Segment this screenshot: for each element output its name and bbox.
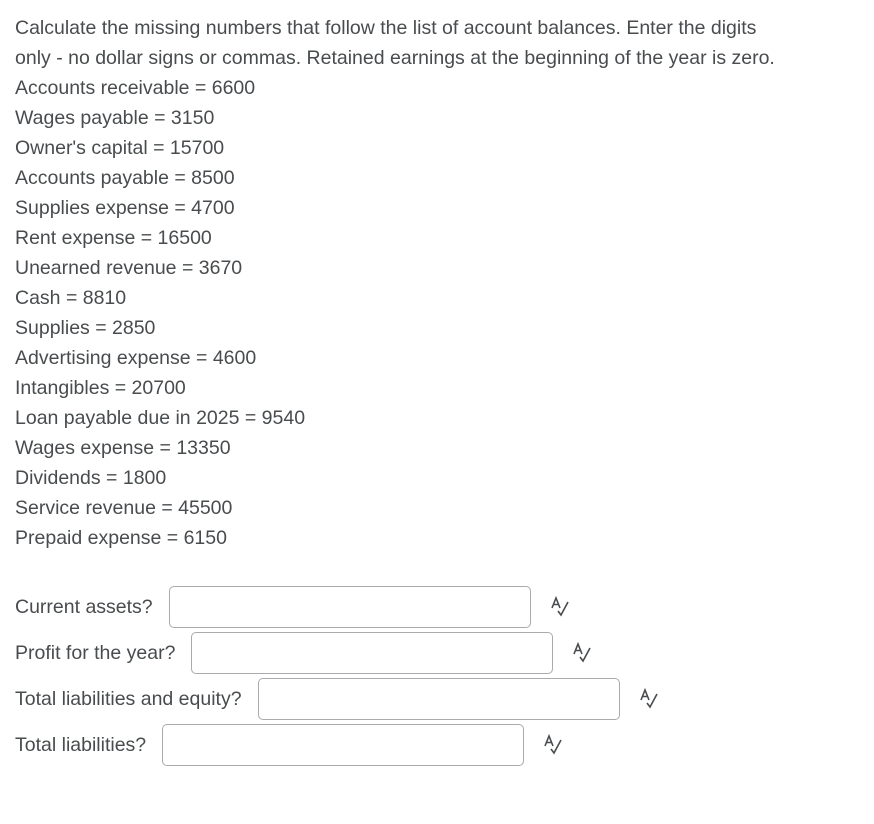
- balance-item: Prepaid expense = 6150: [15, 527, 227, 549]
- answer-input[interactable]: [191, 632, 553, 674]
- question-label: Total liabilities and equity?: [15, 687, 242, 710]
- balance-item: Accounts receivable = 6600: [15, 77, 256, 99]
- question-row: [15, 585, 571, 629]
- balance-item: Wages expense = 13350: [15, 437, 231, 459]
- balance-item: Wages payable = 3150: [15, 107, 215, 129]
- question-row: [15, 631, 593, 675]
- balance-list: [15, 73, 815, 553]
- balance-item: Intangibles = 20700: [15, 377, 186, 399]
- balance-item: Owner's capital = 15700: [15, 137, 225, 159]
- spellcheck-icon[interactable]: [549, 596, 571, 618]
- balance-item: Supplies = 2850: [15, 317, 156, 339]
- answer-input[interactable]: [162, 724, 524, 766]
- question-label: Total liabilities?: [15, 733, 147, 756]
- instructions: Calculate the missing numbers that follow the list of account balances. Enter the digits only - no dollar signs or commas. Retained earnings at the beginning of the year is zero.: [15, 17, 775, 69]
- balance-item: Supplies expense = 4700: [15, 197, 235, 219]
- answer-input[interactable]: [169, 586, 531, 628]
- question-body: [15, 13, 815, 553]
- question-label: Current assets?: [15, 595, 153, 618]
- balance-item: Cash = 8810: [15, 287, 127, 309]
- spellcheck-icon[interactable]: [571, 642, 593, 664]
- balance-item: Advertising expense = 4600: [15, 347, 257, 369]
- question-row: [15, 677, 660, 721]
- question-row: [15, 723, 564, 767]
- spellcheck-icon[interactable]: [638, 688, 660, 710]
- balance-item: Accounts payable = 8500: [15, 167, 235, 189]
- balance-item: Unearned revenue = 3670: [15, 257, 243, 279]
- spellcheck-icon[interactable]: [542, 734, 564, 756]
- question-label: Profit for the year?: [15, 641, 176, 664]
- balance-item: Dividends = 1800: [15, 467, 167, 489]
- balance-item: Rent expense = 16500: [15, 227, 212, 249]
- balance-item: Loan payable due in 2025 = 9540: [15, 407, 306, 429]
- balance-item: Service revenue = 45500: [15, 497, 233, 519]
- answer-input[interactable]: [258, 678, 620, 720]
